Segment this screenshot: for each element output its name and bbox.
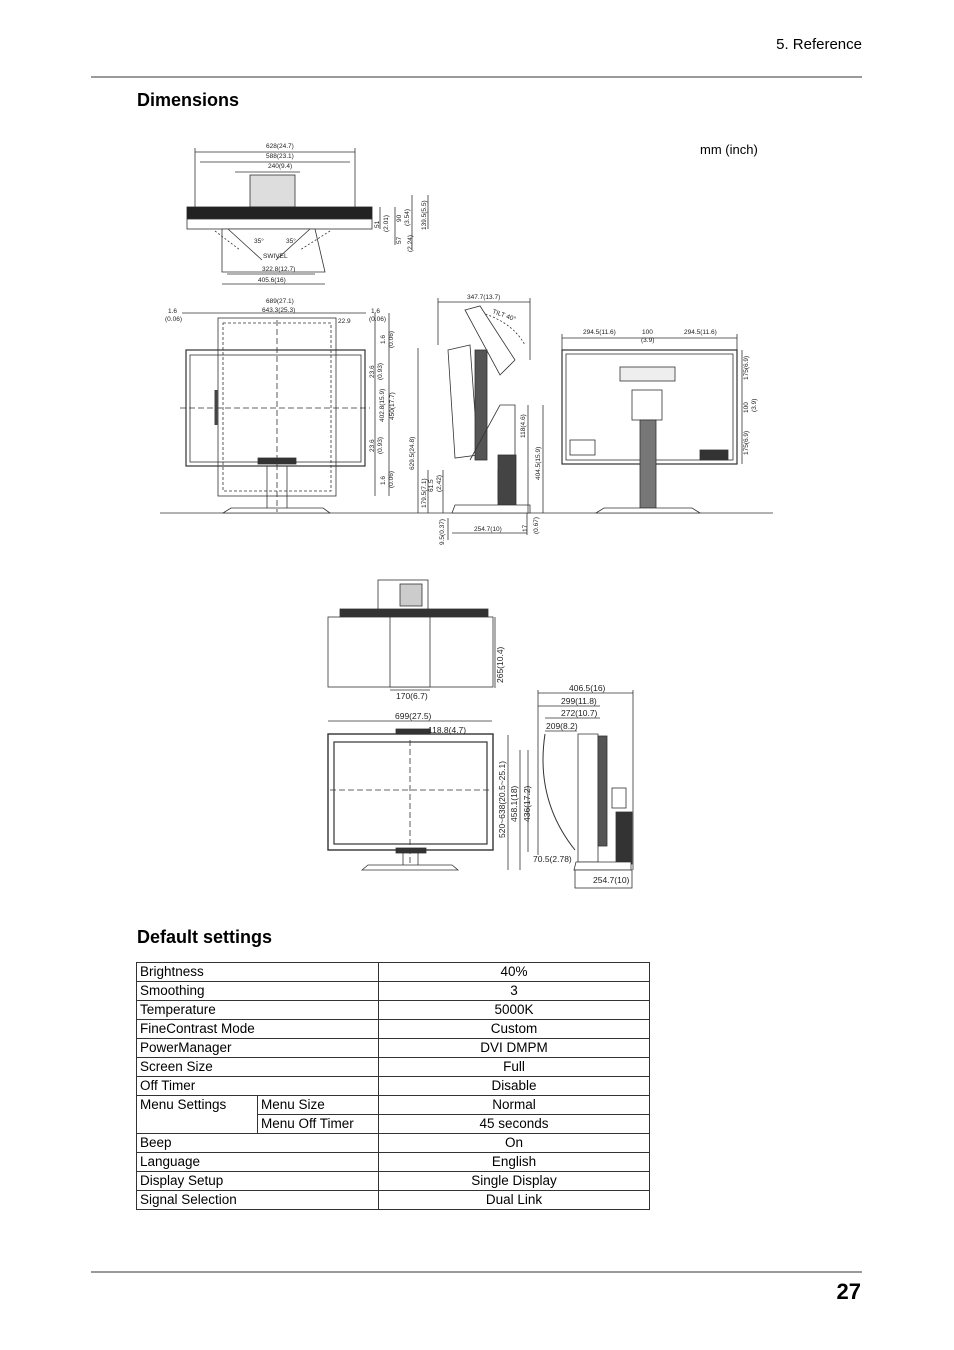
dim-label: 118(4.6) xyxy=(520,414,527,438)
dim-label: 1.6 xyxy=(380,475,387,485)
dim-label: 57 xyxy=(396,236,403,244)
dim-label: 628(24.7) xyxy=(266,143,294,150)
dim-label: 405.6(16) xyxy=(258,277,286,284)
dim-label: 458.1(18) xyxy=(509,785,519,822)
rear-view-drawing xyxy=(562,334,742,513)
table-row xyxy=(137,1153,650,1172)
setting-value: 40% xyxy=(379,963,650,982)
setting-value: Disable xyxy=(379,1077,650,1096)
setting-label: Off Timer xyxy=(137,1077,379,1096)
dim-label: 643.3(25.3) xyxy=(262,307,296,314)
setting-value: On xyxy=(379,1134,650,1153)
dim-label: (0.06) xyxy=(165,316,182,323)
setting-value: Normal xyxy=(379,1096,650,1115)
dim-label: 118.8(4.7) xyxy=(428,725,467,735)
setting-value: Full xyxy=(379,1058,650,1077)
dim-label: 299(11.8) xyxy=(561,696,597,706)
setting-label: Display Setup xyxy=(137,1172,379,1191)
dim-label: (3.54) xyxy=(404,209,411,226)
default-settings-table xyxy=(136,962,650,1210)
dim-label: 209(8.2) xyxy=(546,721,578,731)
dim-label: 699(27.5) xyxy=(395,711,432,721)
dim-label: SWIVEL xyxy=(263,253,288,260)
dim-label: 100 xyxy=(642,329,653,336)
dim-label: 70.5(2.78) xyxy=(533,854,572,864)
table-row xyxy=(137,1096,650,1115)
dim-label: 404.5(15.9) xyxy=(535,446,542,480)
dim-label: 1.6 xyxy=(371,308,381,315)
dim-label: 240(9.4) xyxy=(268,163,293,170)
setting-label: FineContrast Mode xyxy=(137,1020,379,1039)
table-row xyxy=(137,1001,650,1020)
dim-label: (3.9) xyxy=(641,337,655,344)
dim-label: (0.67) xyxy=(533,517,540,534)
dim-label: 23.6 xyxy=(369,439,376,452)
setting-value: English xyxy=(379,1153,650,1172)
dim-label: (2.42) xyxy=(436,475,443,492)
dim-label: (0.06) xyxy=(388,471,395,488)
dim-label: 265(10.4) xyxy=(495,646,505,683)
dim-label: 17 xyxy=(522,524,529,532)
footer-rule xyxy=(91,1271,862,1273)
table-row xyxy=(137,1134,650,1153)
dim-label: (2.01) xyxy=(383,215,390,232)
dim-label: 450(17.7) xyxy=(389,392,396,420)
dim-label: 51 xyxy=(374,220,381,228)
setting-label: Smoothing xyxy=(137,982,379,1001)
dim-label: 100 xyxy=(743,402,750,413)
setting-value: 3 xyxy=(379,982,650,1001)
dim-label: (2.24) xyxy=(407,235,414,252)
dim-label: 139.5(5.5) xyxy=(421,200,428,230)
dim-label: 1.6 xyxy=(168,308,178,315)
setting-label: Language xyxy=(137,1153,379,1172)
setting-value: Dual Link xyxy=(379,1191,650,1210)
setting-label: PowerManager xyxy=(137,1039,379,1058)
dim-label: 294.5(11.6) xyxy=(684,329,717,336)
table-row xyxy=(137,1172,650,1191)
dim-label: 175(6.9) xyxy=(743,430,750,455)
dim-label: 322.8(12.7) xyxy=(262,266,296,273)
dim-label: 402.8(15.9) xyxy=(379,388,386,422)
section-reference: 5. Reference xyxy=(776,36,862,53)
dim-label: 347.7(13.7) xyxy=(467,294,501,301)
setting-value: 45 seconds xyxy=(379,1115,650,1134)
setting-value: Single Display xyxy=(379,1172,650,1191)
page-number: 27 xyxy=(836,1279,861,1304)
setting-value: DVI DMPM xyxy=(379,1039,650,1058)
unit-note: mm (inch) xyxy=(700,142,758,157)
dim-label: 629.5(24.8) xyxy=(409,436,416,470)
setting-value: 5000K xyxy=(379,1001,650,1020)
dim-label: (0.06) xyxy=(388,331,395,348)
dim-label: 406.5(16) xyxy=(569,683,606,693)
setting-label: Signal Selection xyxy=(137,1191,379,1210)
setting-label: Menu Off Timer xyxy=(258,1115,379,1134)
dim-label: 272(10.7) xyxy=(561,708,598,718)
default-settings-heading: Default settings xyxy=(137,927,273,947)
dim-label: 170(6.7) xyxy=(396,691,428,701)
dim-label: (3.9) xyxy=(751,398,758,412)
front-landscape-drawing xyxy=(328,721,520,870)
dim-label: 90 xyxy=(396,214,403,222)
dim-label: 1.6 xyxy=(380,334,387,344)
table-row xyxy=(137,1039,650,1058)
dim-label: (0.93) xyxy=(377,437,384,454)
setting-value: Custom xyxy=(379,1020,650,1039)
dim-label: 23.6 xyxy=(369,365,376,378)
top-portrait-drawing xyxy=(328,580,495,690)
setting-label: Brightness xyxy=(137,963,379,982)
setting-label: Beep xyxy=(137,1134,379,1153)
dim-label: 254.7(10) xyxy=(474,526,502,533)
dim-label: 175(6.9) xyxy=(743,355,750,380)
table-row xyxy=(137,982,650,1001)
dimensions-heading: Dimensions xyxy=(137,90,240,110)
setting-group-label: Menu Settings xyxy=(137,1096,258,1134)
dim-label: 294.5(11.6) xyxy=(583,329,616,336)
dim-label: 35° xyxy=(254,238,264,245)
dim-label: 35° xyxy=(286,238,296,245)
setting-label: Menu Size xyxy=(258,1096,379,1115)
top-view-drawing xyxy=(187,148,428,284)
front-view-drawing xyxy=(180,313,389,513)
dim-label: 179.5(7.1) xyxy=(421,478,428,508)
setting-label: Screen Size xyxy=(137,1058,379,1077)
table-row xyxy=(137,1020,650,1039)
table-row xyxy=(137,1191,650,1210)
setting-label: Temperature xyxy=(137,1001,379,1020)
dim-label: 9.5(0.37) xyxy=(439,518,446,545)
dim-label: 520~638(20.5~25.1) xyxy=(497,760,507,838)
dim-label: 254.7(10) xyxy=(593,875,630,885)
table-row xyxy=(137,1077,650,1096)
dim-label: TILT 40° xyxy=(491,308,517,324)
dim-label: 436(17.2) xyxy=(522,785,532,822)
dim-label: 689(27.1) xyxy=(266,298,294,305)
table-row xyxy=(137,963,650,982)
dim-label: (0.06) xyxy=(369,316,386,323)
table-row xyxy=(137,1058,650,1077)
dim-label: 61.5 xyxy=(428,479,435,492)
dim-label: (0.93) xyxy=(377,363,384,380)
dim-label: 588(23.1) xyxy=(266,153,294,160)
dim-label: 22.9 xyxy=(338,318,351,325)
